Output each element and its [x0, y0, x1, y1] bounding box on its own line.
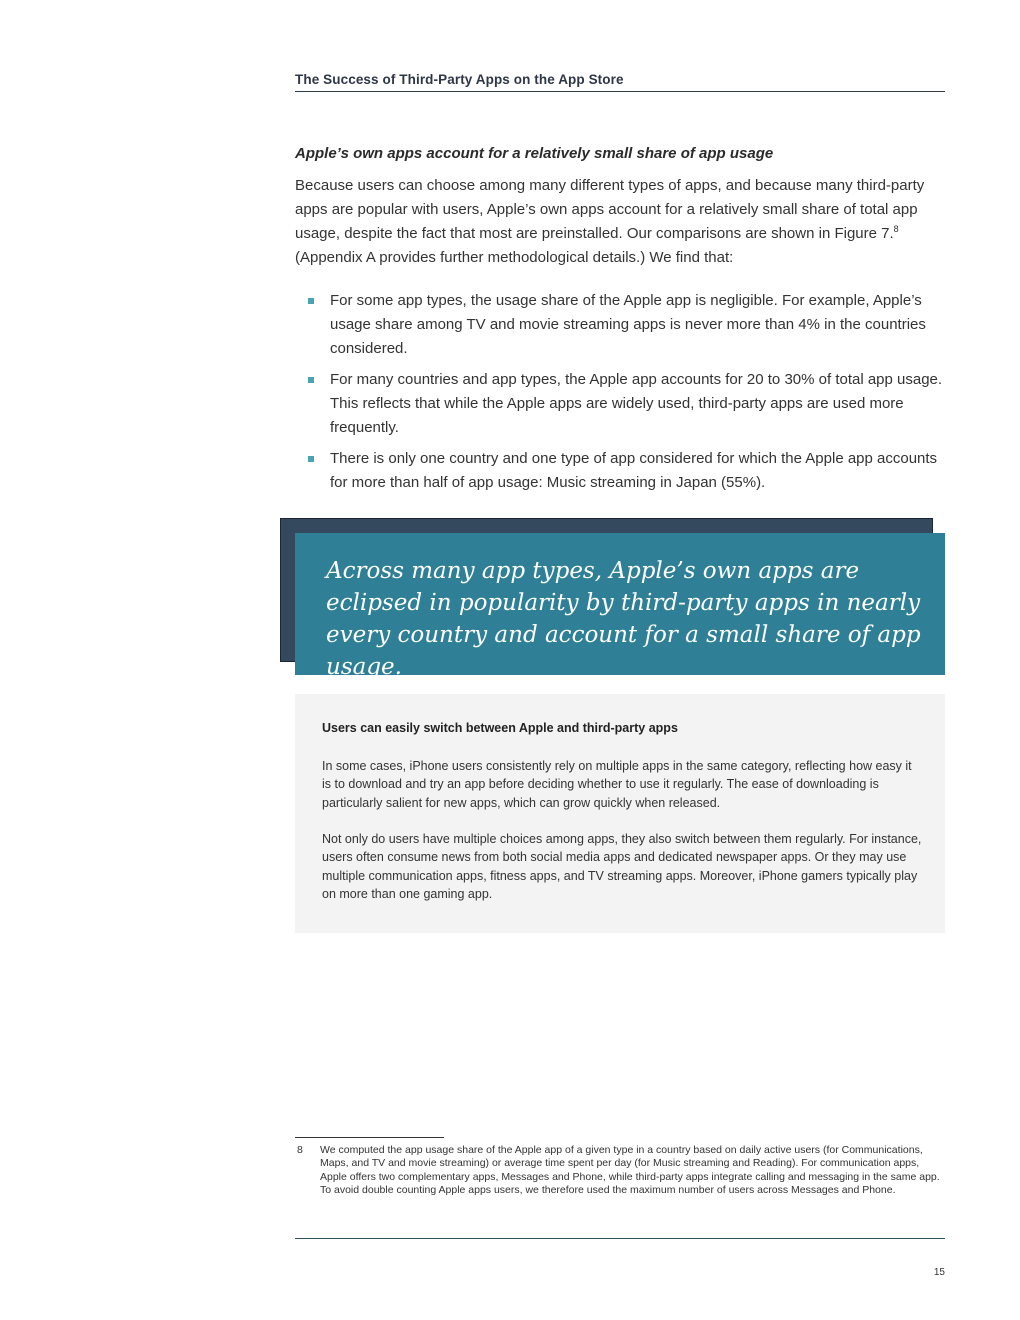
sidebar-box	[295, 694, 945, 933]
footnote-reference[interactable]: 8	[893, 224, 899, 234]
footnote-marker: 8	[297, 1144, 303, 1156]
square-bullet-icon	[308, 298, 314, 304]
pull-quote-callout	[295, 533, 945, 680]
list-item-text: For some app types, the usage share of the Apple app is negligible. For example, Apple’s usage share among TV and movie streaming apps is never more than 4% in the countries considered.	[330, 292, 926, 357]
pull-quote-text: Across many app types, Apple’s own apps are eclipsed in popularity by third-party apps in nearly every country and account for a small share of app usage.	[326, 558, 921, 680]
footnote	[297, 1144, 945, 1197]
list-item	[308, 368, 948, 440]
square-bullet-icon	[308, 377, 314, 383]
intro-text: Because users can choose among many different types of apps, and because many third-party apps are popular with users, Apple’s own apps account for a relatively small share of total app usage, despite the fact that most are preinstalled. Our comparisons are shown in Figure 7.	[295, 177, 925, 242]
intro-paragraph	[295, 174, 947, 270]
running-header: The Success of Third-Party Apps on the App Store	[295, 72, 945, 92]
sidebar-paragraph: In some cases, iPhone users consistently rely on multiple apps in the same category, reflecting how easy it is to download and try an app before deciding whether to use it regularly. The ease of downloading is particularly salient for new apps, which can grow quickly when released.	[322, 759, 912, 810]
page-number: 15	[933, 1267, 945, 1278]
footnote-text: We computed the app usage share of the Apple app of a given type in a country based on daily active users (for Communications, Maps, and TV and movie streaming) or average time spent per day (for Music streaming and Reading). For communication apps, Apple offers two complementary apps, Messages and Phone, while third-party apps integrate calling and messaging in the same app. To avoid double counting Apple apps users, we therefore used the maximum number of users across Messages and Phone.	[320, 1144, 940, 1196]
square-bullet-icon	[308, 456, 314, 462]
footer-divider	[295, 1238, 945, 1239]
footnote-divider	[295, 1137, 444, 1138]
intro-text-continued: (Appendix A provides further methodological details.) We find that:	[295, 249, 734, 266]
list-item	[308, 447, 948, 495]
sidebar-paragraph: Not only do users have multiple choices among apps, they also switch between them regularly. For instance, users often consume news from both social media apps and dedicated newspaper apps. Or they may use multiple communication apps, fitness apps, and TV streaming apps. Moreover, iPhone gamers typically play on more than one gaming app.	[322, 832, 922, 901]
list-item-text: For many countries and app types, the Apple app accounts for 20 to 30% of total app usage. This reflects that while the Apple apps are widely used, third-party apps are used more frequently.	[330, 371, 943, 436]
list-item	[308, 289, 948, 361]
sidebar-title: Users can easily switch between Apple and third-party apps	[322, 721, 678, 735]
list-item-text: There is only one country and one type of app considered for which the Apple app accounts for more than half of app usage: Music streaming in Japan (55%).	[330, 450, 938, 491]
findings-list	[308, 289, 948, 502]
section-heading: Apple’s own apps account for a relatively small share of app usage	[295, 145, 774, 162]
